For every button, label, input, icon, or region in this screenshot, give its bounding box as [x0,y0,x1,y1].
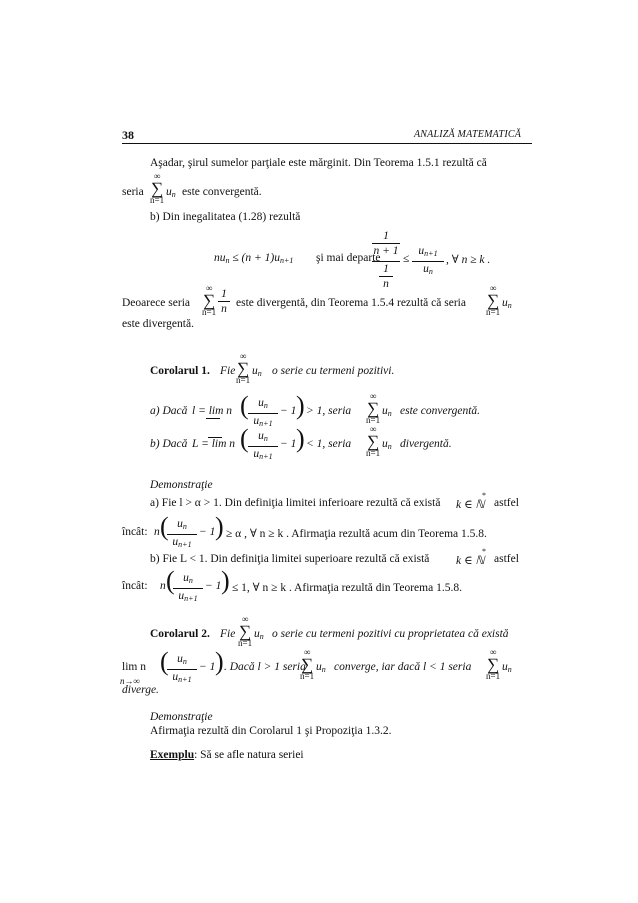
term-un: $u_n$ [502,661,512,674]
right-paren: ) [215,647,224,676]
term-un: $u_n$ [382,438,392,451]
cor2-mid2: converge, iar dacă l < 1 seria [334,661,472,673]
sum-symbol: ∞ ∑ n=1 [202,283,217,317]
right-paren: ) [296,424,305,453]
right-paren: ) [221,566,230,595]
left-paren: ( [160,647,169,676]
part-b-intro: b) Din inegalitatea (1.28) rezultă [150,211,301,223]
ratio-fraction: $u_n$ $u_{n+1}$ [173,572,203,605]
cor1-incat-2: încât: [122,580,148,592]
term-un: $u_n$ [252,365,262,378]
cor1-b-end: divergentă. [400,438,452,450]
cor2-dem-label: Demonstraţie [150,711,213,723]
para1-line1: Aşadar, şirul sumelor parţiale este mărginit. Din Teorema 1.5.1 rezultă că [150,157,487,169]
cor1-dem-a-tail: ≥ α , ∀ n ≥ k . Afirmaţia rezultă acum din Teorema 1.5.8. [226,528,487,540]
cor1-dem-a-k: k ∈ ℕ [456,499,485,511]
term-un: $u_n$ [382,405,392,418]
term-un: $u_n$ [316,661,326,674]
example-text: : Să se afle natura seriei [194,749,304,761]
cor1-dem-b: b) Fie L < 1. Din definiţia limitei superioare rezultă că există [150,553,430,565]
cor1-a-l: l = lim n [192,405,233,417]
cor2-diverge: diverge. [122,684,159,696]
ratio-fraction: $u_n$ $u_{n+1}$ [248,430,278,463]
cor1-b-prefix: b) Dacă [150,438,188,450]
cor1-dem-a: a) Fie l > α > 1. Din definiţia limitei inferioare rezultă că există [150,497,441,509]
div-text: este divergentă, din Teorema 1.5.4 rezultă că seria [236,297,466,309]
underline-lim [206,418,220,419]
sum-symbol: ∞ ∑ n=1 [366,424,381,458]
cor1-dem-label: Demonstraţie [150,479,213,491]
ratio-fraction: $u_n$ $u_{n+1}$ [167,653,197,686]
ineq-tail: , ∀ n ≥ k . [446,254,491,266]
cor1-a-cmp: > 1, seria [306,405,352,417]
cor2-label: Corolarul 2. [150,628,210,640]
cor2-dem-text: Afirmaţia rezultă din Corolarul 1 şi Propoziţia 1.3.2. [150,725,392,737]
one-over-n: 1 n [218,288,230,315]
para1-seria: seria [122,186,144,198]
cor1-dem-b-astfel: astfel [494,553,519,565]
sum-symbol: ∞ ∑ n=1 [150,171,165,205]
header-rule [122,143,532,144]
cor1-b-cmp: < 1, seria [306,438,352,450]
ratio-fraction: $u_n$ $u_{n+1}$ [167,518,197,551]
n-factor: n [154,526,160,538]
minus-one: − 1 [199,661,216,673]
sum-symbol: ∞ ∑ n=1 [486,283,501,317]
minus-one: − 1 [280,405,297,417]
overline-lim [208,437,222,438]
term-un: $u_n$ [166,186,176,199]
cor1-fie: Fie [220,365,236,377]
cor2-desc: o serie cu termeni pozitivi cu proprietatea că există [272,628,509,640]
cor1-b-l: L = lim n [192,438,236,450]
deoarece: Deoarece seria [122,297,190,309]
example-line [150,749,304,761]
example-label: Exemplu [150,749,195,761]
big-fraction-lower: 1 n [368,261,404,290]
ineq-mid: şi mai departe [316,252,381,264]
n-factor: n [160,580,166,592]
page-number: 38 [122,128,134,142]
minus-one: − 1 [280,438,297,450]
sum-symbol: ∞ ∑ n=1 [366,391,381,425]
left-paren: ( [166,566,175,595]
ineq-left: $nu_n \le (n + 1)u_{n+1}$ [214,252,294,265]
cor1-desc: o serie cu termeni pozitivi. [272,365,395,377]
right-paren: ) [296,391,305,420]
left-paren: ( [160,512,169,541]
sum-symbol: ∞ ∑ n=1 [238,614,253,648]
ratio-fraction: $u_{n+1}$ $u_n$ [412,245,444,278]
para1-tail: este convergentă. [182,186,262,198]
term-un: $u_n$ [254,628,264,641]
sum-symbol: ∞ ∑ n=1 [300,647,315,681]
cor1-dem-astfel: astfel [494,497,519,509]
star-sup: * [482,547,486,556]
term-un: $u_n$ [502,297,512,310]
left-paren: ( [240,391,249,420]
sum-symbol: ∞ ∑ n=1 [236,351,251,385]
star-sup: * [482,491,486,500]
cor1-dem-b-k: k ∈ ℕ [456,555,485,567]
cor2-mid: . Dacă l > 1 seria [224,661,306,673]
left-paren: ( [240,424,249,453]
ratio-fraction: $u_n$ $u_{n+1}$ [248,397,278,430]
minus-one: − 1 [199,526,216,538]
div-end: este divergentă. [122,318,194,330]
cor2-lim-sub: n→∞ [120,676,140,686]
cor1-incat: încât: [122,526,148,538]
sum-symbol: ∞ ∑ n=1 [486,647,501,681]
minus-one: − 1 [205,580,222,592]
cor2-lim: lim n [122,661,146,673]
leq-sign: ≤ [403,253,410,265]
running-title: ANALIZĂ MATEMATICĂ [414,129,522,140]
cor2-fie: Fie [220,628,236,640]
cor1-label: Corolarul 1. [150,365,210,377]
cor1-a-prefix: a) Dacă [150,405,188,417]
cor1-dem-b-tail: ≤ 1, ∀ n ≥ k . Afirmaţia rezultă din Teorema 1.5.8. [232,582,462,594]
cor1-a-end: este convergentă. [400,405,481,417]
big-fraction: 1 n + 1 [373,230,399,257]
right-paren: ) [215,512,224,541]
